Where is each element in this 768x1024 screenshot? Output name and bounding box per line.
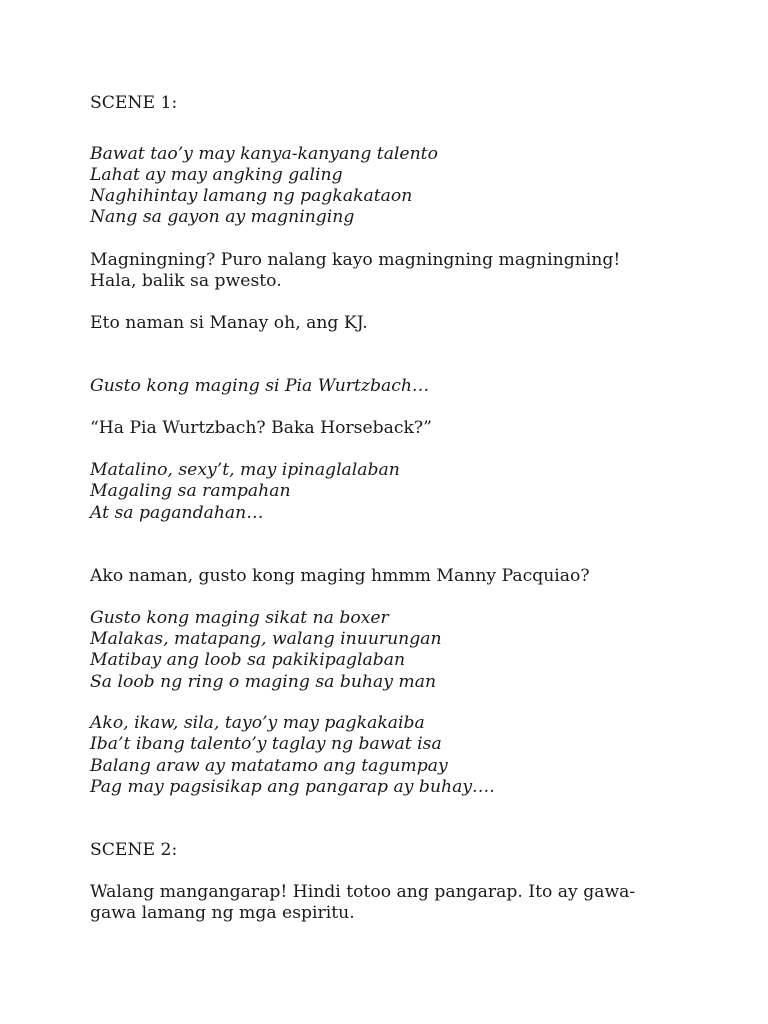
poem-line: Pag may pagsisikap ang pangarap ay buhay…. [90, 777, 495, 797]
poem-line: Naghihintay lamang ng pagkakataon [90, 186, 413, 206]
poem-line: Lahat ay may angking galing [90, 165, 343, 185]
poem-line: Matibay ang loob sa pakikipaglaban [90, 650, 406, 670]
poem-line: Balang araw ay matatamo ang tagumpay [90, 756, 448, 776]
poem-line: Gusto kong maging si Pia Wurtzbach… [90, 376, 430, 396]
dialogue-line: gawa lamang ng mga espiritu. [90, 903, 355, 923]
poem-line: Magaling sa rampahan [90, 481, 291, 501]
dialogue-line: Walang mangangarap! Hindi totoo ang pangarap. Ito ay gawa- [90, 882, 636, 902]
dialogue-line: Ako naman, gusto kong maging hmmm Manny Pacquiao? [90, 566, 590, 586]
poem-line: Nang sa gayon ay magninging [90, 207, 355, 227]
scene-2-heading: SCENE 2: [90, 840, 178, 860]
poem-line: Iba’t ibang talento’y taglay ng bawat isa [90, 734, 442, 754]
scene-1-heading: SCENE 1: [90, 93, 178, 113]
poem-line: Malakas, matapang, walang inuurungan [90, 629, 442, 649]
dialogue-quote: “Ha Pia Wurtzbach? Baka Horseback?” [90, 418, 432, 438]
dialogue-line: Magningning? Puro nalang kayo magningning magningning! [90, 250, 621, 270]
poem-line: Sa loob ng ring o maging sa buhay man [90, 672, 437, 692]
poem-line: At sa pagandahan… [90, 503, 264, 523]
dialogue-line: Eto naman si Manay oh, ang KJ. [90, 313, 368, 333]
poem-line: Gusto kong maging sikat na boxer [90, 608, 389, 628]
dialogue-line: Hala, balik sa pwesto. [90, 271, 282, 291]
poem-line: Ako, ikaw, sila, tayo’y may pagkakaiba [90, 713, 425, 733]
poem-line: Bawat tao’y may kanya-kanyang talento [90, 144, 438, 164]
poem-line: Matalino, sexy’t, may ipinaglalaban [90, 460, 400, 480]
